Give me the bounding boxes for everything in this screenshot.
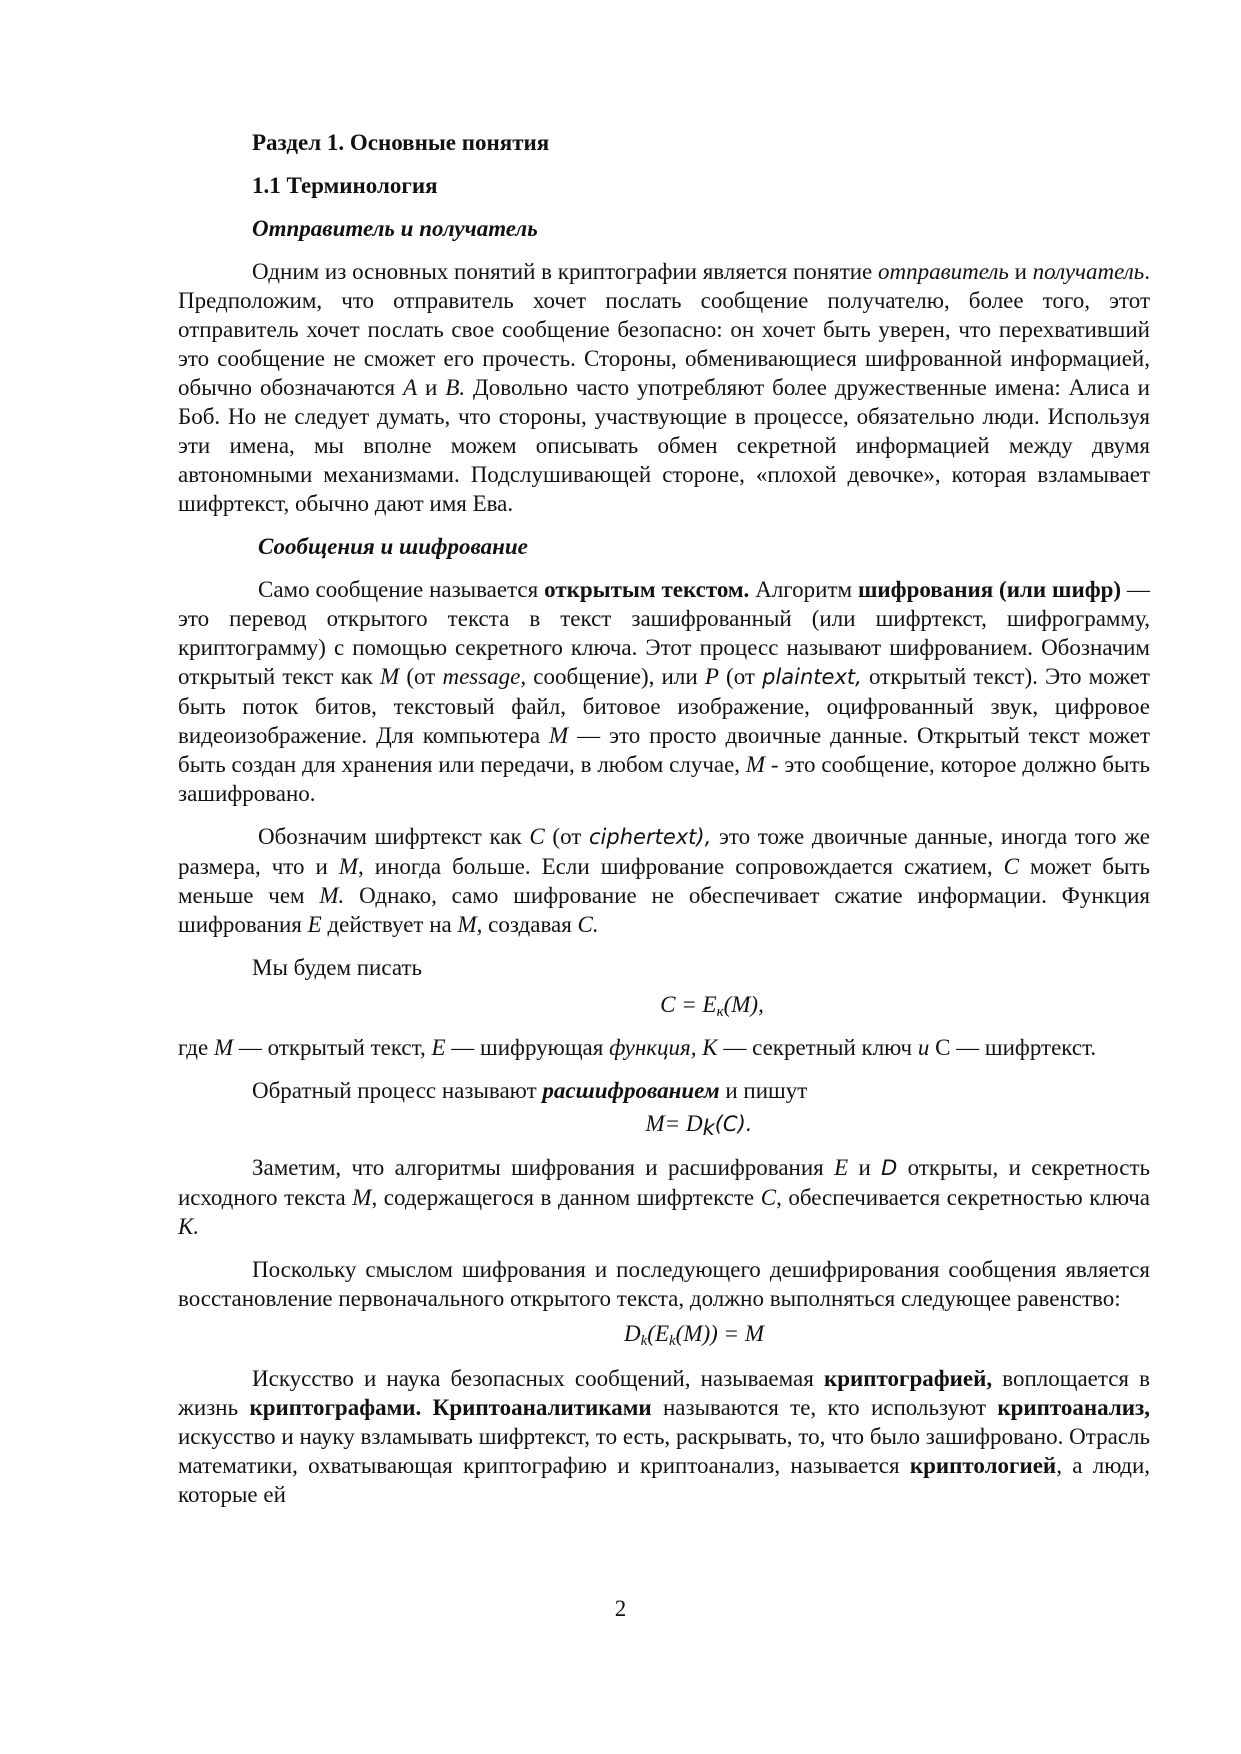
- paragraph-equality: Поскольку смыслом шифрования и последующего дешифрирования сообщения является восстановление первоначального открытого текста, должно выполняться следующее равенство:: [178, 1257, 1150, 1311]
- paragraph-ciphertext: Обозначим шифртекст как C (от ciphertext), это тоже двоичные данные, иногда того же размера, что и M, иногда больше. Если шифрование сопровождается сжатием, C может быть меньше чем M. Однако, само шифрование не обеспечивает сжатие информации. Функция шифрования E действует на M, создавая C.: [178, 824, 1150, 937]
- paragraph-where: где M — открытый текст, E — шифрующая функция, K — секретный ключ и С — шифртекст.: [178, 1035, 1097, 1060]
- section-title: Раздел 1. Основные понятия: [252, 130, 550, 155]
- formula-decryption: $M= D_k(C)$.: [645, 1111, 753, 1140]
- paragraph-cryptography: Искусство и наука безопасных сообщений, называемая криптографией, воплощается в жизнь криптографами. Криптоаналитиками называются те, кто используют криптоанализ, искусство и науку взламывать шифртекст, то есть, раскрывать, то, что было зашифровано. Отрасль математики, охватывающая криптографию и криптоанализ, называется криптологией, а люди, которые ей: [178, 1366, 1151, 1507]
- document-page: [178, 128, 1150, 1523]
- paragraph-algorithms-open: Заметим, что алгоритмы шифрования и расшифрования E и D открыты, и секретность исходного текста M, содержащегося в данном шифртексте C, обеспечивается секретностью ключа K.: [178, 1155, 1150, 1239]
- formula-identity: $D_k(E_k(M)) = M$: [623, 1321, 764, 1349]
- paragraph-messages: Само сообщение называется открытым текстом. Алгоритм шифрования (или шифр) — это перевод открытого текста в текст зашифрованный (или шифртекст, шифрограмму, криптограмму) с помощью секретного ключа. Этот процесс называют шифрованием. Обозначим открытый текст как M (от message, сообщение), или P (от plaintext, открытый текст). Это может быть поток битов, текстовый файл, битовое изображение, оцифрованный звук, цифровое видеоизображение. Для компьютера M — это просто двоичные данные. Открытый текст может быть создан для хранения или передачи, в любом случае, M - это сообщение, которое должно быть зашифровано.: [178, 577, 1150, 806]
- paragraph-sender-receiver: Одним из основных понятий в криптографии является понятие отправитель и получатель. Предположим, что отправитель хочет послать сообщение получателю, более того, этот отправитель хочет послать свое сообщение безопасно: он хочет быть уверен, что перехвативший это сообщение не сможет его прочесть. Стороны, обменивающиеся шифрованной информацией, обычно обозначаются A и B. Довольно часто употребляют более дружественные имена: Алиса и Боб. Но не следует думать, что стороны, участвующие в процессе, обязательно люди. Используя эти имена, мы вполне можем описывать обмен секретной информацией между двумя автономными механизмами. Подслушивающей стороне, «плохой девочке», которая взламывает шифртекст, обычно дают имя Ева.: [178, 259, 1150, 516]
- heading-messages-encryption: Сообщения и шифрование: [258, 534, 528, 559]
- heading-sender-receiver: Отправитель и получатель: [252, 216, 538, 241]
- paragraph-inverse: Обратный процесс называют расшифрованием и пишут: [252, 1078, 808, 1103]
- paragraph-we-write: Мы будем писать: [252, 955, 423, 980]
- subsection-title: 1.1 Терминология: [252, 173, 438, 198]
- page-number: 2: [614, 1596, 627, 1621]
- formula-encryption: $C = E_к(M)$,: [660, 992, 764, 1020]
